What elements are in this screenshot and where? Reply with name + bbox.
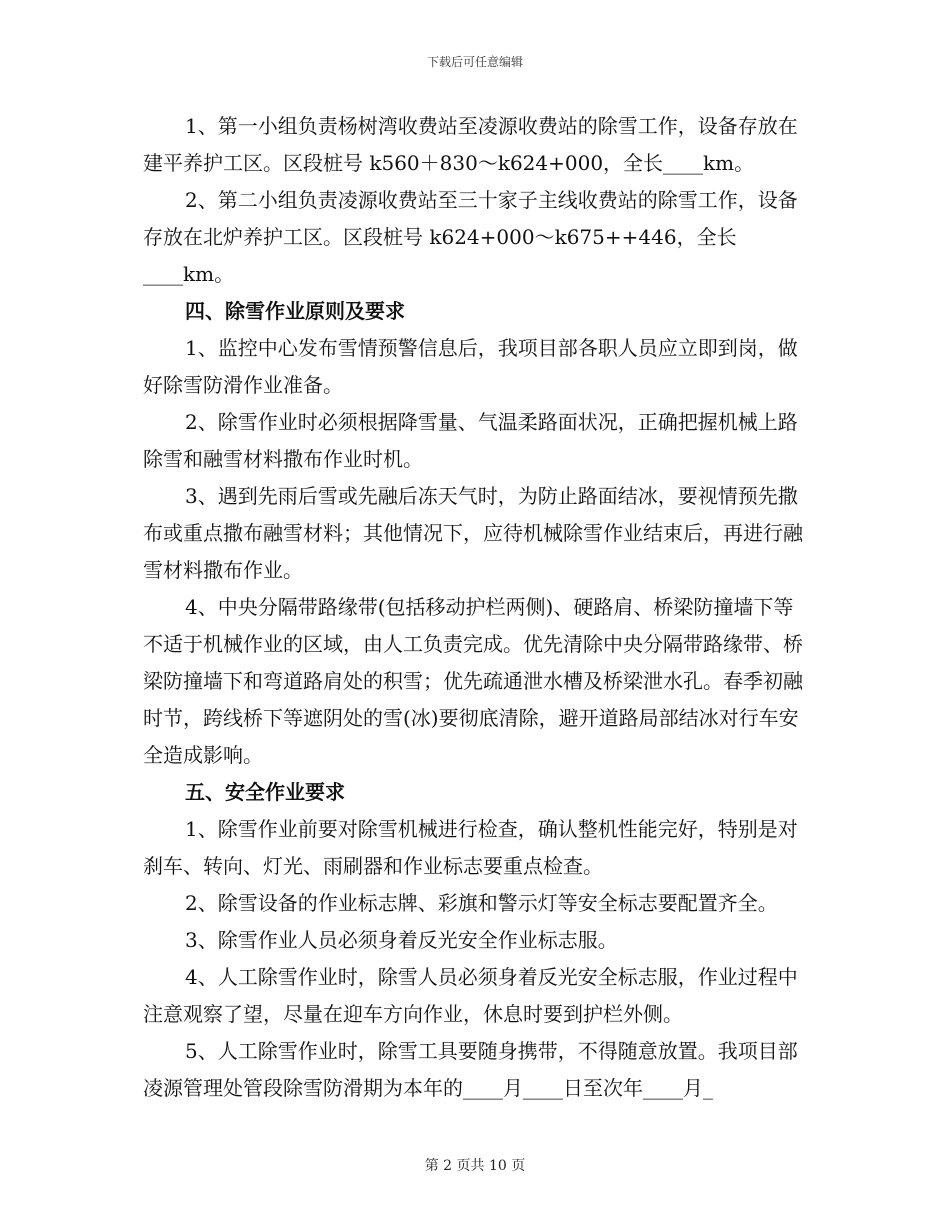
paragraph-5-3: 3、除雪作业人员必须身着反光安全作业标志服。 [185,928,618,952]
paragraph-4-2: 2、除雪作业时必须根据降雪量、气温柔路面状况，正确把握机械上路除雪和融雪材料撒布作业时机。 [143,410,798,471]
document-body [143,108,813,1107]
paragraph-5-1: 1、除雪作业前要对除雪机械进行检查，确认整机性能完好，特别是对刹车、转向、灯光、雨刷器和作业标志要重点检查。 [143,817,798,878]
page-number: 第 2 页共 10 页 [424,1158,526,1174]
paragraph-5-4: 4、人工除雪作业时，除雪人员必须身着反光安全标志服，作业过程中注意观察了望，尽量在迎车方向作业，休息时要到护栏外侧。 [143,965,798,1026]
paragraph-5-5: 5、人工除雪作业时，除雪工具要随身携带，不得随意放置。我项目部凌源管理处管段除雪防滑期为本年的____月____日至次年____月_ [143,1039,798,1100]
section-heading-4: 四、除雪作业原则及要求 [185,299,405,323]
section-heading-5: 五、安全作业要求 [185,780,345,804]
paragraph-4-1: 1、监控中心发布雪情预警信息后，我项目部各职人员应立即到岗，做好除雪防滑作业准备。 [143,336,798,397]
paragraph-4-4: 4、中央分隔带路缘带(包括移动护栏两侧)、硬路肩、桥梁防撞墙下等不适于机械作业的区域，由人工负责完成。优先清除中央分隔带路缘带、桥梁防撞墙下和弯道路肩处的积雪；优先疏通泄水槽及桥梁泄水孔。春季初融时节，跨线桥下等遮阴处的雪(冰)要彻底清除，避开道路局部结冰对行车安全造成影响。 [143,595,803,767]
paragraph-5-2: 2、除雪设备的作业标志牌、彩旗和警示灯等安全标志要配置齐全。 [185,891,778,915]
page-header-note: 下载后可任意编辑 [426,55,523,69]
paragraph-group2: 2、第二小组负责凌源收费站至三十家子主线收费站的除雪工作，设备存放在北炉养护工区。区段桩号 k624+000～k675++446，全长____km。 [143,188,798,286]
paragraph-group1: 1、第一小组负责杨树湾收费站至凌源收费站的除雪工作，设备存放在建平养护工区。区段桩号 k560＋830～k624+000，全长____km。 [143,114,798,175]
paragraph-4-3: 3、遇到先雨后雪或先融后冻天气时，为防止路面结冰，要视情预先撒布或重点撒布融雪材料；其他情况下，应待机械除雪作业结束后，再进行融雪材料撒布作业。 [143,484,803,582]
